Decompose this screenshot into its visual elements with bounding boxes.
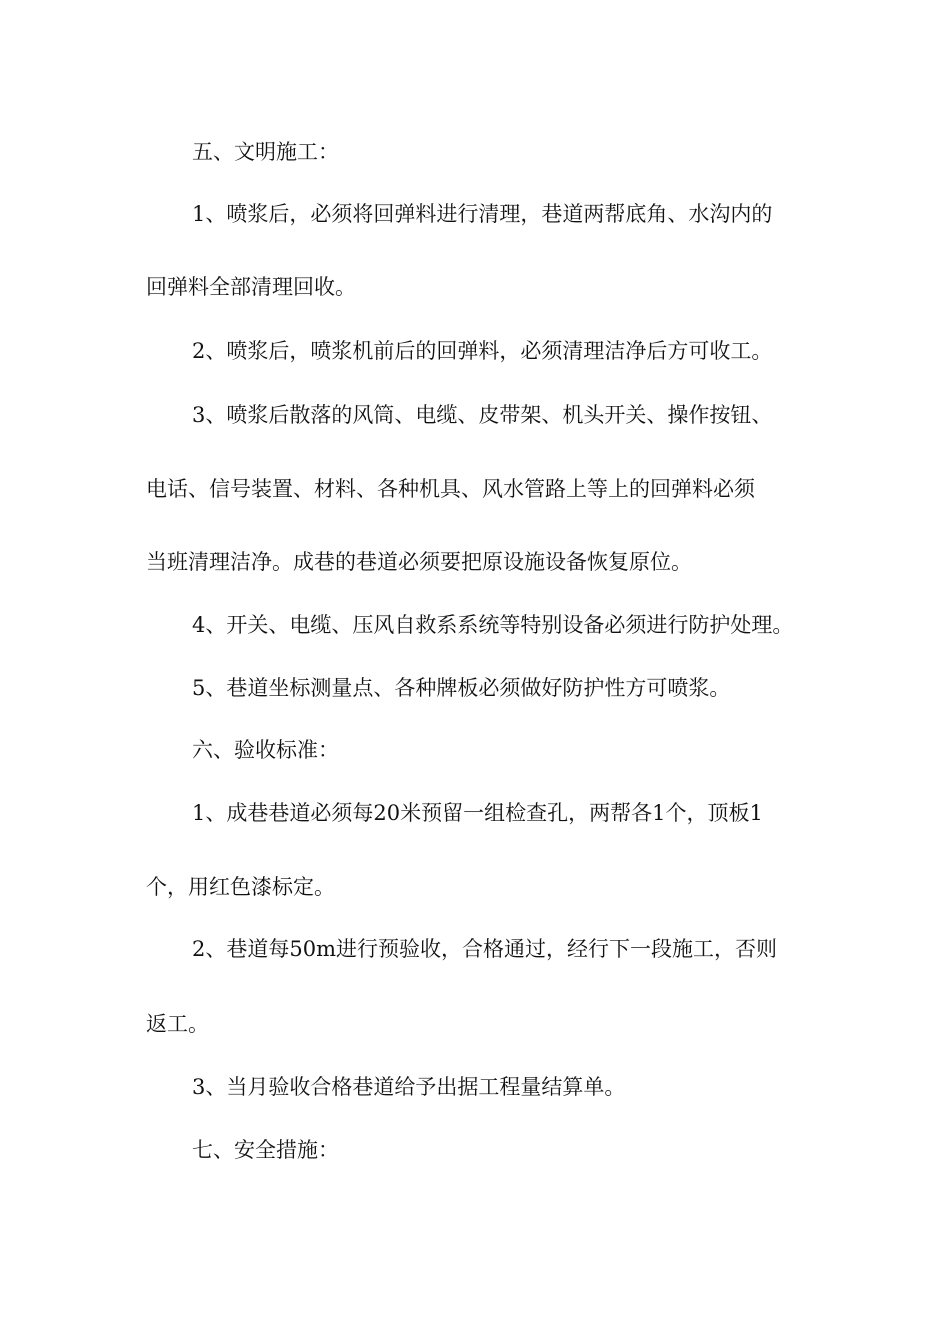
paragraph-line: 1、成巷巷道必须每20米预留一组检查孔，两帮各1个，顶板1 [192,801,763,825]
paragraph-line: 5、巷道坐标测量点、各种牌板必须做好防护性方可喷浆。 [192,676,731,700]
paragraph-line: 2、巷道每50m进行预验收，合格通过，经行下一段施工，否则 [192,937,777,961]
paragraph-line: 个，用红色漆标定。 [146,875,335,899]
section-heading-safety-measures: 七、安全措施： [192,1138,339,1162]
paragraph-line: 1、喷浆后，必须将回弹料进行清理，巷道两帮底角、水沟内的 [192,202,773,226]
paragraph-line: 返工。 [146,1012,209,1036]
paragraph-line: 3、喷浆后散落的风筒、电缆、皮带架、机头开关、操作按钮、 [192,403,773,427]
paragraph-line: 当班清理洁净。成巷的巷道必须要把原设施设备恢复原位。 [146,550,692,574]
paragraph-line: 2、喷浆后，喷浆机前后的回弹料，必须清理洁净后方可收工。 [192,339,773,363]
paragraph-line: 3、当月验收合格巷道给予出据工程量结算单。 [192,1075,626,1099]
section-heading-civilized-construction: 五、文明施工： [192,140,339,164]
paragraph-line: 4、开关、电缆、压风自救系系统等特别设备必须进行防护处理。 [192,613,794,637]
section-heading-acceptance-standard: 六、验收标准： [192,738,339,762]
paragraph-line: 回弹料全部清理回收。 [146,275,356,299]
paragraph-line: 电话、信号装置、材料、各种机具、风水管路上等上的回弹料必须 [146,477,755,501]
